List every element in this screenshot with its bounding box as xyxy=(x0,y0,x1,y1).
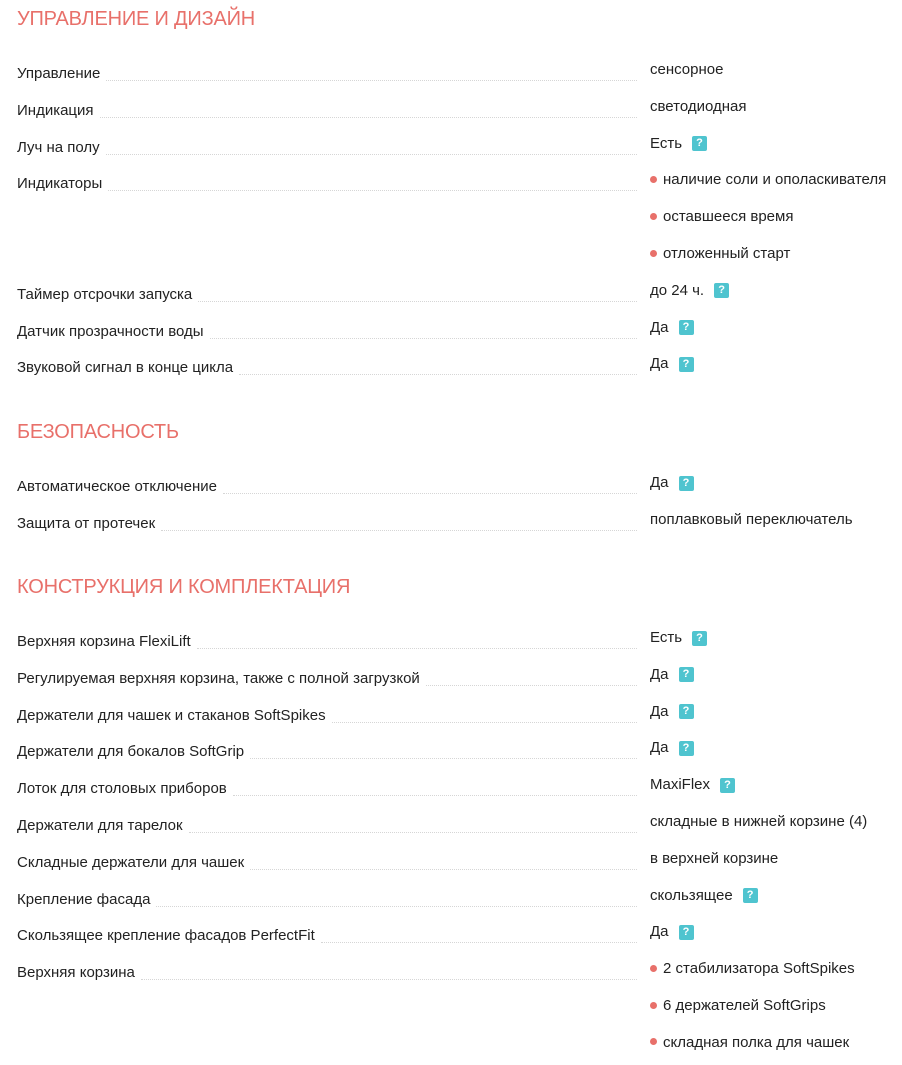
spec-label-wrap xyxy=(17,61,637,83)
spec-label: Индикаторы xyxy=(17,175,103,193)
spec-row xyxy=(0,474,902,511)
bullet-dot-icon xyxy=(650,1038,657,1045)
spec-value-text: сенсорное xyxy=(650,61,724,79)
spec-bullet-text: наличие соли и ополаскивателя xyxy=(663,171,887,189)
spec-bullet-item xyxy=(650,208,793,226)
spec-value xyxy=(650,666,694,684)
spec-label: Таймер отсрочки запуска xyxy=(17,285,193,303)
help-icon[interactable]: ? xyxy=(679,925,694,940)
section-title: БЕЗОПАСНОСТЬ xyxy=(17,421,179,443)
spec-value xyxy=(650,629,707,647)
spec-value-text: Да xyxy=(650,739,669,757)
spec-value-text: светодиодная xyxy=(650,97,747,115)
spec-row xyxy=(0,850,902,887)
spec-value xyxy=(650,850,778,868)
spec-label-wrap xyxy=(17,355,637,377)
spec-bullet-text: складная полка для чашек xyxy=(663,1033,850,1051)
spec-value-text: Да xyxy=(650,665,669,683)
spec-label: Звуковой сигнал в конце цикла xyxy=(17,359,234,377)
spec-row xyxy=(0,923,902,960)
spec-value xyxy=(650,511,853,529)
dotted-leader xyxy=(100,116,637,118)
dotted-leader xyxy=(250,868,637,870)
spec-value xyxy=(650,776,735,794)
spec-row xyxy=(0,887,902,924)
spec-label: Регулируемая верхняя корзина, также с полной загрузкой xyxy=(17,669,420,687)
help-icon[interactable]: ? xyxy=(720,778,735,793)
spec-value-text: Есть xyxy=(650,629,683,647)
spec-value-text: складные в нижней корзине (4) xyxy=(650,813,868,831)
spec-label: Индикация xyxy=(17,101,94,119)
spec-row xyxy=(0,98,902,135)
section-title: КОНСТРУКЦИЯ И КОМПЛЕКТАЦИЯ xyxy=(17,576,351,598)
spec-bullet-item xyxy=(650,997,826,1015)
spec-label-wrap xyxy=(17,319,637,341)
spec-value-text: Да xyxy=(650,474,669,492)
spec-row xyxy=(0,703,902,740)
spec-value xyxy=(650,98,747,116)
spec-value-text: Да xyxy=(650,702,669,720)
spec-label-wrap xyxy=(17,666,637,688)
spec-label-wrap xyxy=(17,739,637,761)
spec-label: Луч на полу xyxy=(17,138,100,156)
spec-value xyxy=(650,319,694,337)
dotted-leader xyxy=(156,905,637,907)
spec-label-wrap xyxy=(17,960,637,982)
spec-row xyxy=(0,61,902,98)
spec-row xyxy=(0,135,902,172)
spec-bullet-text: оставшееся время xyxy=(663,208,794,226)
spec-row xyxy=(0,776,902,813)
spec-label-wrap xyxy=(17,887,637,909)
spec-value xyxy=(650,355,694,373)
spec-label: Складные держатели для чашек xyxy=(17,853,245,871)
spec-label: Крепление фасада xyxy=(17,890,151,908)
spec-value xyxy=(650,887,758,905)
spec-row xyxy=(0,511,902,548)
dotted-leader xyxy=(426,684,637,686)
spec-value-text: Да xyxy=(650,318,669,336)
spec-value-text: MaxiFlex xyxy=(650,776,711,794)
dotted-leader xyxy=(189,831,637,833)
spec-row xyxy=(0,739,902,776)
spec-value xyxy=(650,135,707,153)
spec-label: Защита от протечек xyxy=(17,514,156,532)
spec-value-text: поплавковый переключатель xyxy=(650,510,853,528)
bullet-dot-icon xyxy=(650,213,657,220)
dotted-leader xyxy=(223,492,637,494)
spec-row xyxy=(0,355,902,392)
spec-row xyxy=(0,171,902,281)
spec-label: Держатели для чашек и стаканов SoftSpikes xyxy=(17,706,326,724)
spec-bullet-item xyxy=(650,1034,849,1052)
spec-label-wrap xyxy=(17,282,637,304)
dotted-leader xyxy=(239,373,637,375)
spec-bullet-item xyxy=(650,960,855,978)
spec-label: Верхняя корзина xyxy=(17,964,135,982)
spec-value xyxy=(650,474,694,492)
dotted-leader xyxy=(197,647,637,649)
dotted-leader xyxy=(106,79,637,81)
spec-bullet-text: 6 держателей SoftGrips xyxy=(663,996,826,1014)
spec-row xyxy=(0,282,902,319)
spec-row xyxy=(0,666,902,703)
spec-value-text: Да xyxy=(650,355,669,373)
spec-label: Управление xyxy=(17,65,101,82)
spec-value-text: в верхней корзине xyxy=(650,849,779,867)
spec-label: Верхняя корзина FlexiLift xyxy=(17,633,191,650)
spec-bullet-item xyxy=(650,245,790,263)
help-icon[interactable]: ? xyxy=(714,283,729,298)
spec-bullet-text: отложенный старт xyxy=(663,244,791,262)
spec-label-wrap xyxy=(17,474,637,496)
spec-value-text: Есть xyxy=(650,134,683,152)
spec-bullet-item xyxy=(650,171,886,189)
spec-label-wrap xyxy=(17,923,637,945)
spec-label: Скользящее крепление фасадов PerfectFit xyxy=(17,927,315,945)
spec-label: Держатели для тарелок xyxy=(17,817,183,834)
spec-label-wrap xyxy=(17,850,637,872)
help-icon[interactable]: ? xyxy=(743,888,758,903)
dotted-leader xyxy=(250,757,637,759)
spec-label-wrap xyxy=(17,135,637,157)
help-icon[interactable]: ? xyxy=(679,476,694,491)
bullet-dot-icon xyxy=(650,250,657,257)
dotted-leader xyxy=(106,153,637,155)
spec-value xyxy=(650,61,723,79)
spec-value xyxy=(650,739,694,757)
spec-value xyxy=(650,813,867,831)
help-icon[interactable]: ? xyxy=(679,357,694,372)
spec-label: Держатели для бокалов SoftGrip xyxy=(17,743,245,761)
spec-label-wrap xyxy=(17,776,637,798)
spec-label-wrap xyxy=(17,98,637,120)
spec-label: Лоток для столовых приборов xyxy=(17,780,227,798)
spec-label-wrap xyxy=(17,171,637,193)
spec-label-wrap xyxy=(17,813,637,835)
help-icon[interactable]: ? xyxy=(679,320,694,335)
spec-value-text: Да xyxy=(650,923,669,941)
spec-bullet-text: 2 стабилизатора SoftSpikes xyxy=(663,960,855,978)
spec-label-wrap xyxy=(17,629,637,651)
spec-row xyxy=(0,319,902,356)
spec-value-text: до 24 ч. xyxy=(650,281,705,299)
dotted-leader xyxy=(141,978,637,980)
dotted-leader xyxy=(108,189,637,191)
bullet-dot-icon xyxy=(650,1002,657,1009)
dotted-leader xyxy=(198,300,637,302)
help-icon[interactable]: ? xyxy=(679,667,694,682)
dotted-leader xyxy=(210,337,637,339)
help-icon[interactable]: ? xyxy=(679,741,694,756)
help-icon[interactable]: ? xyxy=(692,136,707,151)
bullet-dot-icon xyxy=(650,176,657,183)
spec-label: Автоматическое отключение xyxy=(17,478,217,495)
spec-row xyxy=(0,960,902,1065)
section-title: УПРАВЛЕНИЕ И ДИЗАЙН xyxy=(17,8,256,30)
spec-value xyxy=(650,923,694,941)
help-icon[interactable]: ? xyxy=(679,704,694,719)
spec-row xyxy=(0,629,902,666)
spec-row xyxy=(0,813,902,850)
spec-value-text: скользящее xyxy=(650,886,733,904)
spec-label-wrap xyxy=(17,703,637,725)
dotted-leader xyxy=(161,529,637,531)
dotted-leader xyxy=(321,941,637,943)
spec-label: Датчик прозрачности воды xyxy=(17,322,204,340)
help-icon[interactable]: ? xyxy=(692,631,707,646)
spec-value xyxy=(650,282,729,300)
dotted-leader xyxy=(233,794,637,796)
spec-label-wrap xyxy=(17,511,637,533)
spec-value xyxy=(650,703,694,721)
bullet-dot-icon xyxy=(650,965,657,972)
dotted-leader xyxy=(332,721,637,723)
